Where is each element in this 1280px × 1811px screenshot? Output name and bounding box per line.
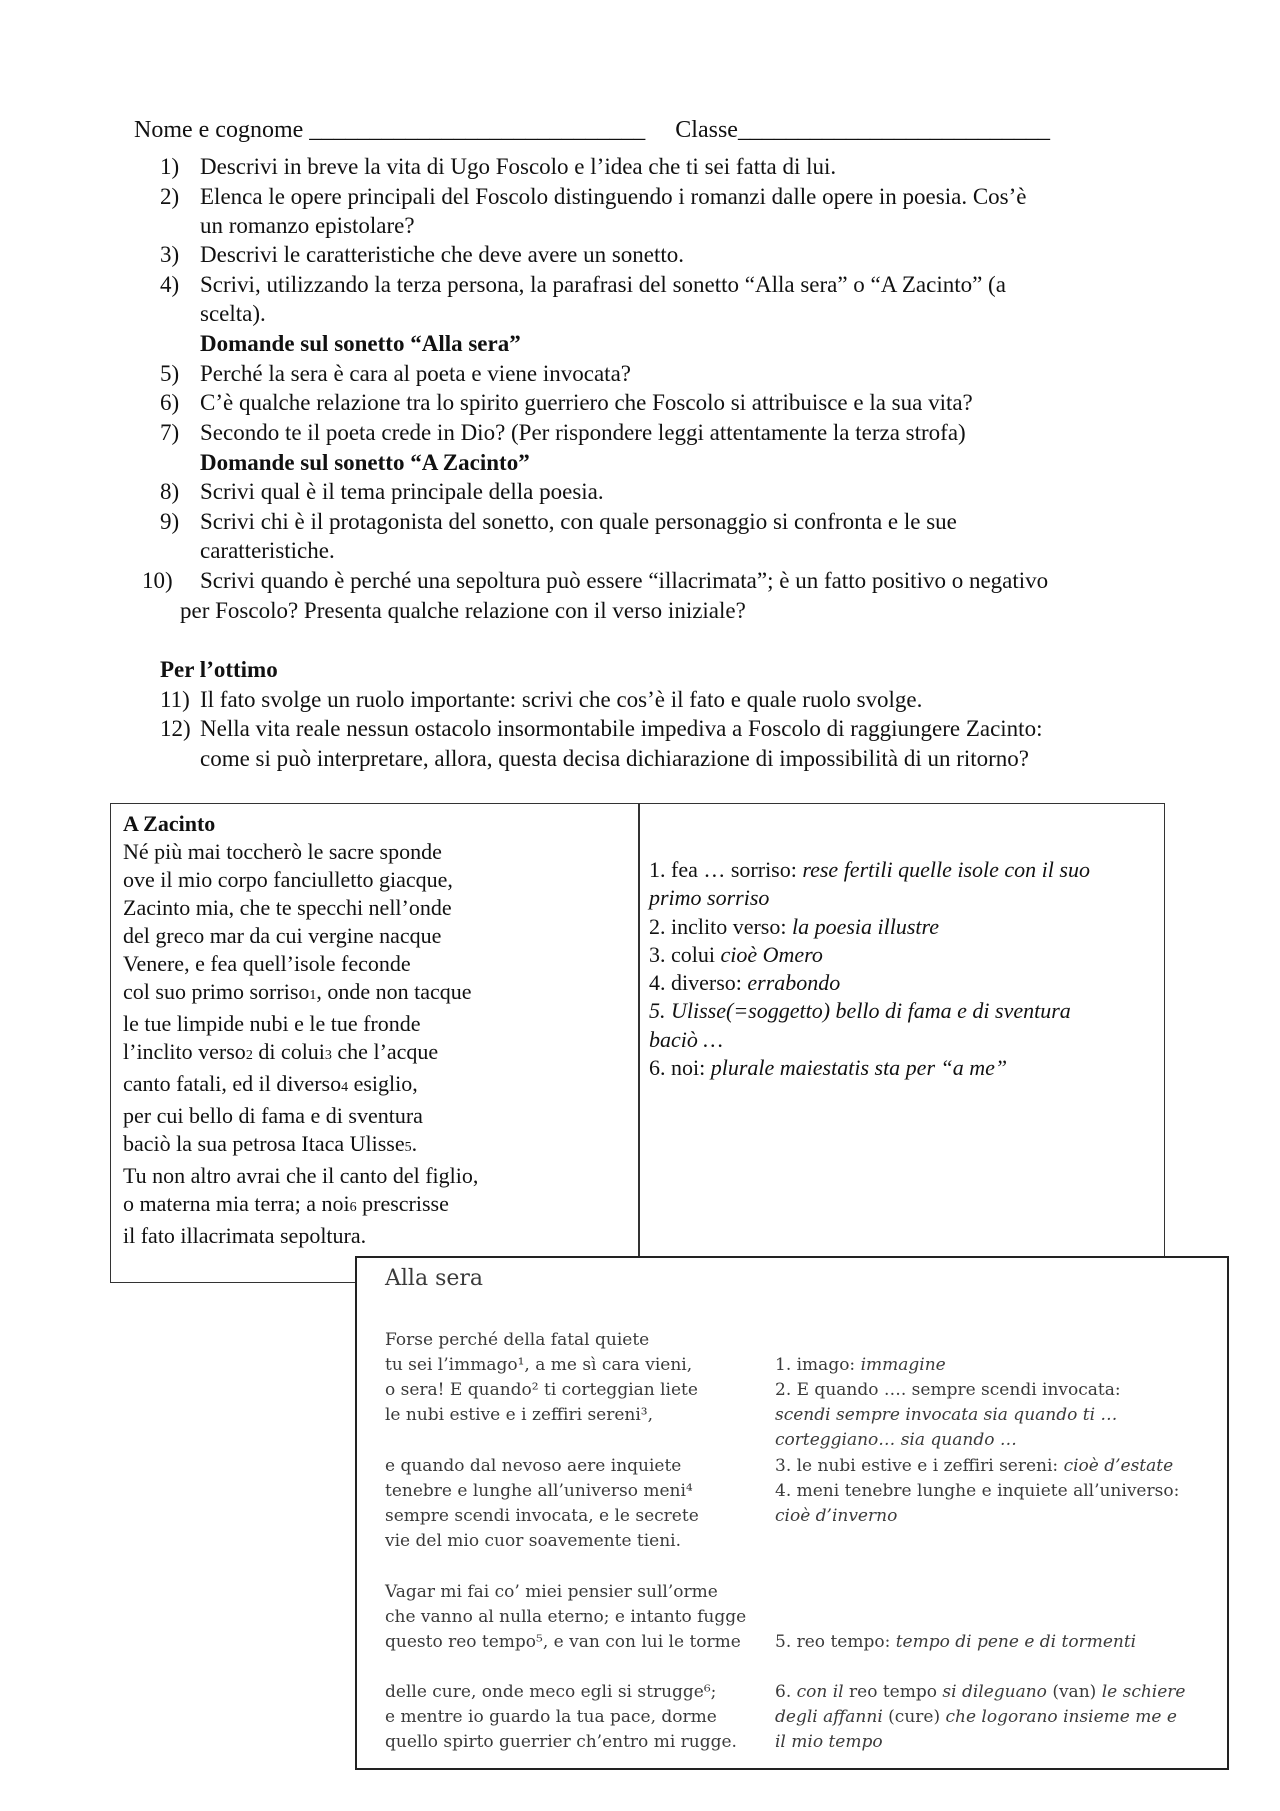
poem-line: l’inclito verso2 di colui3 che l’acque	[123, 1039, 439, 1064]
stanza-1	[385, 1328, 698, 1428]
poem-line: sempre scendi invocata, e le secrete	[385, 1506, 699, 1526]
note-line: 1. imago: immagine	[775, 1355, 946, 1375]
poem-line: le nubi estive e i zeffiri sereni³,	[385, 1405, 654, 1425]
poem-line: vie del mio cuor soavemente tieni.	[385, 1531, 682, 1551]
question-1: 1) Descrivi in breve la vita di Ugo Foscolo e l’idea che ti sei fatta di lui.	[160, 154, 837, 179]
note-line: baciò …	[649, 1026, 723, 1052]
section-heading-ottimo: Per l’ottimo	[160, 657, 278, 682]
section-heading-a-zacinto: Domande sul sonetto “A Zacinto”	[200, 450, 530, 475]
question-9-cont: caratteristiche.	[200, 538, 335, 563]
question-3: 3) Descrivi le caratteristiche che deve avere un sonetto.	[160, 242, 685, 267]
poem-line: per cui bello di fama e di sventura	[123, 1103, 423, 1128]
student-header	[122, 90, 1050, 144]
poem-line: e mentre io guardo la tua pace, dorme	[385, 1707, 717, 1727]
note-line: il mio tempo	[775, 1732, 883, 1752]
stanza-4	[385, 1680, 737, 1755]
question-6: 6) C’è qualche relazione tra lo spirito guerriero che Foscolo si attribuisce e la sua vita?	[160, 390, 973, 415]
poem-line: tenebre e lunghe all’universo meni⁴	[385, 1481, 693, 1501]
poem-line: del greco mar da cui vergine nacque	[123, 923, 442, 948]
note-line: cioè d’inverno	[775, 1506, 898, 1526]
stanza-3	[385, 1580, 746, 1655]
poem-line: le tue limpide nubi e le tue fronde	[123, 1011, 421, 1036]
poem-line: che vanno al nulla eterno; e intanto fugge	[385, 1607, 747, 1627]
question-11: 11) Il fato svolge un ruolo importante: scrivi che cos’è il fato e quale ruolo svolge.	[160, 687, 923, 712]
question-2: 2) Elenca le opere principali del Foscolo distinguendo i romanzi dalle opere in poesia. Cos’è	[160, 184, 1027, 209]
name-field-label[interactable]: Nome e cognome ____________________________	[134, 117, 646, 143]
question-12: 12) Nella vita reale nessun ostacolo insormontabile impediva a Foscolo di raggiungere Zacinto:	[160, 716, 1043, 741]
question-7: 7) Secondo te il poeta crede in Dio? (Per rispondere leggi attentamente la terza strofa)	[160, 420, 966, 445]
note-line: corteggiano… sia quando …	[775, 1430, 1017, 1450]
poem-line: Vagar mi fai co’ miei pensier sull’orme	[385, 1582, 718, 1602]
note-line: 6. con il reo tempo si dileguano (van) le schiere	[775, 1682, 1186, 1702]
poem-line: quello spirto guerrier ch’entro mi rugge.	[385, 1732, 737, 1752]
poem-line: Forse perché della fatal quiete	[385, 1330, 650, 1350]
poem-line: col suo primo sorriso1, onde non tacque	[123, 979, 472, 1004]
sera-note-5	[775, 1630, 1136, 1655]
question-10: 10) Scrivi quando è perché una sepoltura può essere “illacrimata”; è un fatto positivo o negativo	[142, 568, 1049, 593]
poem-line: il fato illacrimata sepoltura.	[123, 1223, 367, 1248]
poem-title: A Zacinto	[123, 811, 216, 836]
note-line: scendi sempre invocata sia quando ti …	[775, 1405, 1118, 1425]
question-12-cont: come si può interpretare, allora, questa decisa dichiarazione di impossibilità di un ritorno?	[200, 746, 1030, 771]
poem-line: ove il mio corpo fanciulletto giacque,	[123, 867, 453, 892]
poem-line: Né più mai toccherò le sacre sponde	[123, 839, 442, 864]
note-line: 5. Ulisse(=soggetto) bello di fama e di sventura	[649, 998, 1071, 1024]
question-10-cont: per Foscolo? Presenta qualche relazione con il verso iniziale?	[180, 598, 746, 623]
question-4: 4) Scrivi, utilizzando la terza persona, la parafrasi del sonetto “Alla sera” o “A Zacinto” (a	[160, 272, 1006, 297]
sera-notes-3-4	[775, 1454, 1179, 1529]
note-line: primo sorriso	[649, 885, 770, 911]
question-9: 9) Scrivi chi è il protagonista del sonetto, con quale personaggio si confronta e le sue	[160, 509, 957, 534]
note-line: 4. diverso: errabondo	[649, 970, 841, 996]
sera-note-6	[775, 1680, 1185, 1755]
class-field-label[interactable]: Classe__________________________	[675, 117, 1050, 143]
section-heading-alla-sera: Domande sul sonetto “Alla sera”	[200, 331, 521, 356]
stanza-2	[385, 1454, 699, 1554]
poem-line: questo reo tempo⁵, e van con lui le torme	[385, 1632, 741, 1652]
question-4-cont: scelta).	[200, 301, 266, 326]
sera-notes-1-2	[775, 1353, 1121, 1453]
zacinto-table	[110, 803, 1165, 1283]
poem-line: canto fatali, ed il diverso4 esiglio,	[123, 1071, 418, 1096]
note-line: degli affanni (cure) che logorano insieme me e	[775, 1707, 1177, 1727]
zacinto-poem	[123, 810, 478, 1250]
poem-line: e quando dal nevoso aere inquiete	[385, 1456, 682, 1476]
note-line: 1. fea … sorriso: rese fertili quelle isole con il suo	[649, 857, 1090, 882]
poem-line: o sera! E quando² ti corteggian liete	[385, 1380, 698, 1400]
poem-line: o materna mia terra; a noi6 prescrisse	[123, 1191, 449, 1216]
poem-line: Venere, e fea quell’isole feconde	[123, 951, 411, 976]
note-line: 5. reo tempo: tempo di pene e di tormenti	[775, 1632, 1137, 1652]
note-line: 3. colui cioè Omero	[649, 941, 823, 967]
note-line: 2. E quando …. sempre scendi invocata:	[775, 1380, 1121, 1400]
zacinto-notes	[649, 856, 1154, 1082]
note-line: 4. meni tenebre lunghe e inquiete all’universo:	[775, 1481, 1180, 1501]
question-8: 8) Scrivi qual è il tema principale della poesia.	[160, 479, 604, 504]
poem-line: tu sei l’immago¹, a me sì cara vieni,	[385, 1355, 693, 1375]
question-5: 5) Perché la sera è cara al poeta e viene invocata?	[160, 361, 631, 386]
note-line: 3. le nubi estive e i zeffiri sereni: cioè d’estate	[775, 1456, 1174, 1476]
poem-line: Tu non altro avrai che il canto del figlio,	[123, 1163, 479, 1188]
poem-title: Alla sera	[385, 1266, 484, 1291]
alla-sera-box	[355, 1256, 1229, 1770]
poem-line: delle cure, onde meco egli si strugge⁶;	[385, 1682, 717, 1702]
poem-line: baciò la sua petrosa Itaca Ulisse5.	[123, 1131, 418, 1156]
table-divider	[638, 804, 640, 1282]
note-line: 2. inclito verso: la poesia illustre	[649, 913, 940, 939]
note-line: 6. noi: plurale maiestatis sta per “a me”	[649, 1055, 1008, 1081]
question-2-cont: un romanzo epistolare?	[200, 213, 415, 238]
poem-line: Zacinto mia, che te specchi nell’onde	[123, 895, 452, 920]
